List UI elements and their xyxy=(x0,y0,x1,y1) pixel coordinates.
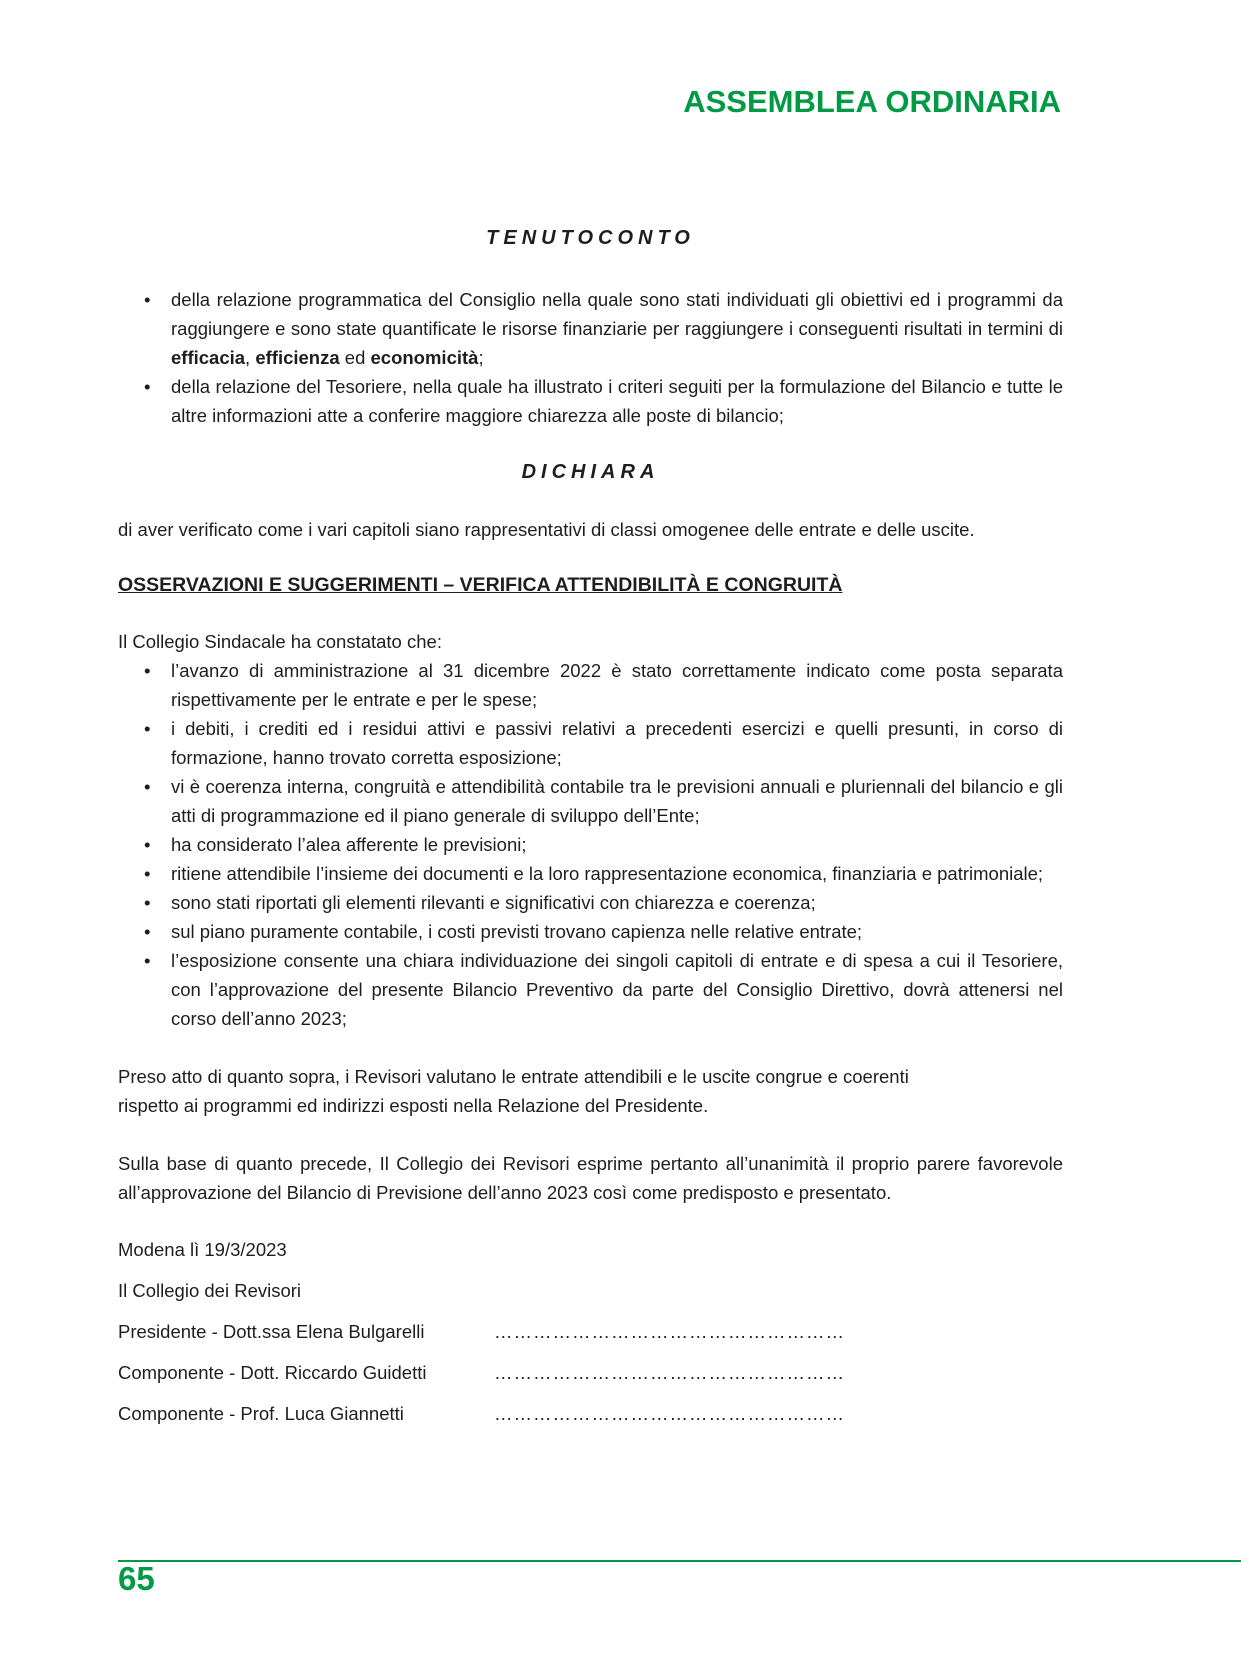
signature-line: ……………………………………………… xyxy=(494,1321,845,1342)
tenutoconto-heading: TENUTOCONTO xyxy=(486,227,695,249)
list-item: • l’avanzo di amministrazione al 31 dicembre 2022 è stato correttamente indicato come posta separata rispettivamente per le entrate e per le spese; xyxy=(171,656,1063,714)
observations-list xyxy=(118,656,1063,1033)
footer-rule xyxy=(118,1560,1241,1562)
signature-row xyxy=(118,1317,1063,1358)
signatures-title: Il Collegio dei Revisori xyxy=(118,1280,302,1301)
tenutoconto-list xyxy=(118,285,1063,430)
list-item: • sono stati riportati gli elementi rilevanti e significativi con chiarezza e coerenza; xyxy=(171,888,1063,917)
list-item: • della relazione del Tesoriere, nella quale ha illustrato i criteri seguiti per la formulazione del Bilancio e tutte le altre informazioni atte a conferire maggiore chiarezza alle poste di bilancio; xyxy=(171,372,1063,430)
list-item: • sul piano puramente contabile, i costi previsti trovano capienza nelle relative entrate; xyxy=(171,917,1063,946)
observations-heading: OSSERVAZIONI E SUGGERIMENTI – VERIFICA ATTENDIBILITÀ E CONGRUITÀ xyxy=(118,574,843,596)
place-date: Modena lì 19/3/2023 xyxy=(118,1239,287,1260)
signature-role: Componente - Dott. Riccardo Guidetti xyxy=(118,1362,427,1383)
signatures-block xyxy=(118,1317,1063,1440)
list-item: • vi è coerenza interna, congruità e attendibilità contabile tra le previsioni annuali e pluriennali del bilancio e gli atti di programmazione ed il piano generale di sviluppo dell’Ente; xyxy=(171,772,1063,830)
dichiara-heading: DICHIARA xyxy=(521,461,660,483)
signature-row xyxy=(118,1399,1063,1440)
opinion-paragraph: Sulla base di quanto precede, Il Collegio dei Revisori esprime pertanto all’unanimità il proprio parere favorevole all’approvazione del Bilancio di Previsione dell’anno 2023 così come predisposto e presentato. xyxy=(118,1153,1063,1203)
dichiara-text: di aver verificato come i vari capitoli siano rappresentativi di classi omogenee delle entrate e delle uscite. xyxy=(118,519,975,540)
conclusion-paragraph: Preso atto di quanto sopra, i Revisori valutano le entrate attendibili e le uscite congrue e coerenti rispetto ai programmi ed indirizzi esposti nella Relazione del Presidente. xyxy=(118,1066,909,1116)
list-item: • ha considerato l’alea afferente le previsioni; xyxy=(171,830,1063,859)
list-item: • i debiti, i crediti ed i residui attivi e passivi relativi a precedenti esercizi e quelli presunti, in corso di formazione, hanno trovato corretta esposizione; xyxy=(171,714,1063,772)
signature-role: Presidente - Dott.ssa Elena Bulgarelli xyxy=(118,1321,425,1342)
page-header-title: ASSEMBLEA ORDINARIA xyxy=(683,84,1061,119)
page-number: 65 xyxy=(118,1560,155,1597)
list-item: • ritiene attendibile l’insieme dei documenti e la loro rappresentazione economica, finanziaria e patrimoniale; xyxy=(171,859,1063,888)
signature-line: ……………………………………………… xyxy=(494,1403,845,1424)
signature-line: ……………………………………………… xyxy=(494,1362,845,1383)
list-item: • l’esposizione consente una chiara individuazione dei singoli capitoli di entrate e di spesa a cui il Tesoriere, con l’approvazione del presente Bilancio Preventivo da parte del Consiglio Direttivo, dovrà attenersi nel corso dell’anno 2023; xyxy=(171,946,1063,1033)
signature-row xyxy=(118,1358,1063,1399)
observations-intro: Il Collegio Sindacale ha constatato che: xyxy=(118,631,442,652)
list-item: • della relazione programmatica del Consiglio nella quale sono stati individuati gli obiettivi ed i programmi da raggiungere e sono state quantificate le risorse finanziarie per raggiungere i conseguenti risultati in termini di efficacia, efficienza ed economicità; xyxy=(171,285,1063,372)
document-body xyxy=(118,224,1063,1440)
signature-role: Componente - Prof. Luca Giannetti xyxy=(118,1403,404,1424)
